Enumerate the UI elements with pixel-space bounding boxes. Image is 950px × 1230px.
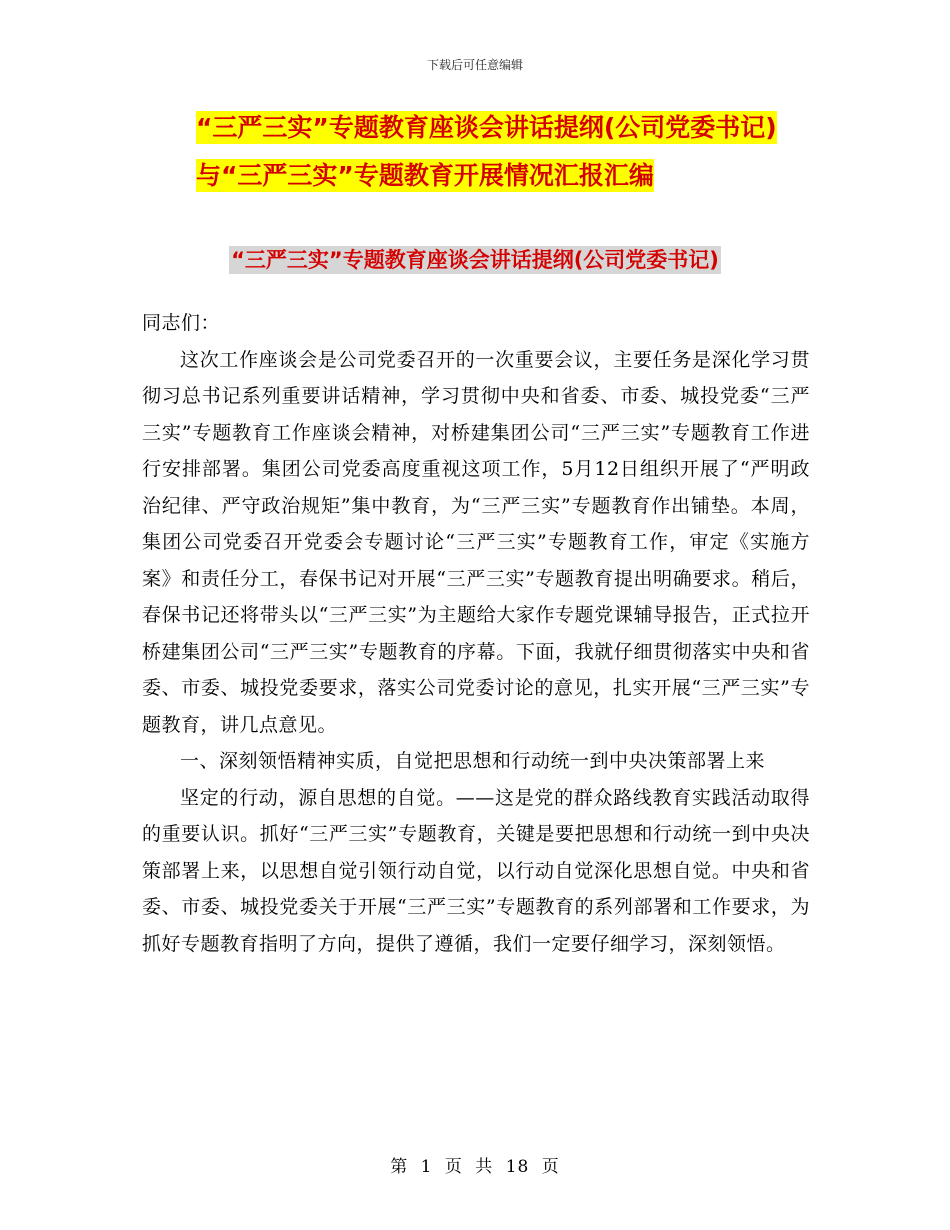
footer-label-ye: 页: [541, 1157, 560, 1177]
footer-label-total: 共: [475, 1157, 494, 1177]
footer-total-pages: 18: [505, 1157, 530, 1177]
salutation: 同志们：: [142, 312, 221, 334]
footer-label-page: 第: [390, 1157, 409, 1177]
main-title: [196, 104, 816, 200]
section-title-text: “三严三实”专题教育座谈会讲话提纲(公司党委书记): [231, 248, 719, 272]
paragraph: 这次工作座谈会是公司党委召开的一次重要会议，主要任务是深化学习贯彻习总书记系列重要讲话精神，学习贯彻中央和省委、市委、城投党委“三严三实”专题教育工作座谈会精神，对桥建集团公司“三严三实”专题教育工作进行安排部署。集团公司党委高度重视这项工作，5月12日组织开展了“严明政治纪律、严守政治规矩”集中教育，为“三严三实”专题教育作出铺垫。本周，集团公司党委召开党委会专题讨论“三严三实”专题教育工作，审定《实施方案》和责任分工，春保书记对开展“三严三实”专题教育提出明确要求。稍后，春保书记还将带头以“三严三实”为主题给大家作专题党课辅导报告，正式拉开桥建集团公司“三严三实”专题教育的序幕。下面，我就仔细贯彻落实中央和省委、市委、城投党委要求，落实公司党委讨论的意见，扎实开展“三严三实”专题教育，讲几点意见。: [142, 348, 810, 736]
section-heading: 一、深刻领悟精神实质，自觉把思想和行动统一到中央决策部署上来: [180, 750, 766, 772]
footer-label-ye: 页: [444, 1157, 463, 1177]
section-title: [0, 244, 950, 276]
main-title-text: “三严三实”专题教育座谈会讲话提纲(公司党委书记)与“三严三实”专题教育开展情况汇报汇编: [196, 113, 777, 190]
footer-current-page: 1: [420, 1157, 433, 1177]
header-note: 下载后可任意编辑: [426, 58, 523, 72]
document-body: [142, 305, 810, 962]
paragraph: 坚定的行动，源自思想的自觉。——这是党的群众路线教育实践活动取得的重要认识。抓好“三严三实”专题教育，关键是要把思想和行动统一到中央决策部署上来，以思想自觉引领行动自觉，以行动自觉深化思想自觉。中央和省委、市委、城投党委关于开展“三严三实”专题教育的系列部署和工作要求，为抓好专题教育指明了方向，提供了遵循，我们一定要仔细学习，深刻领悟。: [142, 786, 810, 955]
page-footer: [0, 1152, 950, 1177]
